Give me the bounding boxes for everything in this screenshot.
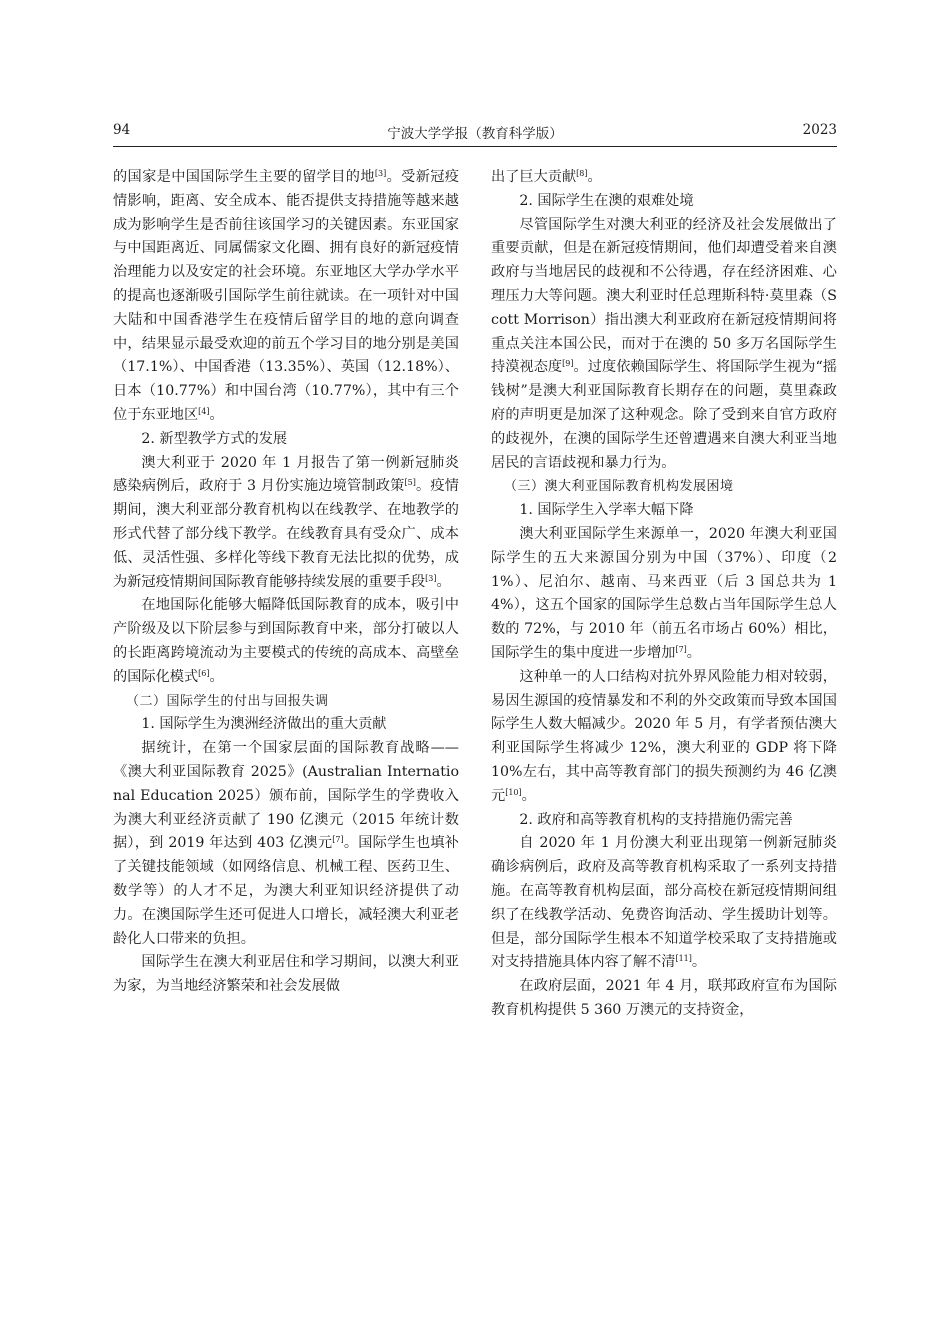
subsection-heading: 1. 国际学生入学率大幅下降	[519, 502, 694, 519]
paragraph	[113, 737, 459, 951]
paragraph-text: 。	[209, 668, 224, 685]
paragraph	[113, 452, 459, 595]
citation: [5]	[404, 478, 416, 488]
citation: [3]	[374, 169, 387, 178]
journal-title: 宁波大学学报（教育科学版）	[387, 126, 563, 142]
paragraph-text: 出了巨大贡献	[491, 169, 577, 185]
paragraph-text: 澳大利亚于 2020 年 1 月报告了第一例新冠肺炎感染病例后，政府于 3 月份实施边境管制政策	[113, 454, 459, 495]
section-heading: （三）澳大利亚国际教育机构发展困境	[504, 479, 734, 495]
paragraph	[491, 523, 837, 666]
publication-year: 2023	[802, 122, 837, 138]
section-heading: （二）国际学生的付出与回报失调	[126, 693, 329, 709]
paragraph	[491, 214, 837, 476]
paragraph-text: 。疫情期间，澳大利亚部分教育机构以在线教学、在地教学的形式代替了部分线下教学。在线教育具有受众广、成本低、灵活性强、多样化等线下教育无法比拟的优势，成为新冠疫情期间国际教育能够持续发展的重要手段	[113, 478, 459, 590]
subsection-heading: 2. 政府和高等教育机构的支持措施仍需完善	[519, 811, 793, 828]
paragraph-text: 国际学生在澳大利亚居住和学习期间，以澳大利亚为家，为当地经济繁荣和社会发展做	[113, 954, 459, 995]
paragraph-text: 澳大利亚国际学生来源单一，2020 年澳大利亚国际学生的五大来源国分别为中国（37%）、印度（21%）、尼泊尔、越南、马来西亚（后 3 国总共为 14%），这五个国家的国际学生总数占当年国际学生总人数的 72%，与 2010 年（前五名市场占 60%）相比，国际学生的集中度进一步增加	[491, 525, 837, 661]
citation: [3]	[425, 573, 437, 583]
paragraph	[491, 666, 837, 809]
citation: [9]	[562, 359, 574, 369]
paragraph-text: 在政府层面，2021 年 4 月，联邦政府宣布为国际教育机构提供 5 360 万澳元的支持资金，	[491, 978, 837, 1018]
paragraph-text: 在地国际化能够大幅降低国际教育的成本，吸引中产阶级及以下阶层参与到国际教育中来，部分打破以人的长距离跨境流动为主要模式的传统的高成本、高壁垒的国际化模式	[113, 597, 459, 685]
citation: [4]	[198, 406, 210, 416]
paragraph-text: 。	[686, 644, 701, 661]
paragraph	[113, 951, 459, 999]
page-number: 94	[113, 122, 131, 138]
subsection-heading: 1. 国际学生为澳洲经济做出的重大贡献	[141, 716, 387, 733]
paragraph-text: 。国际学生也填补了关键技能领域（如网络信息、机械工程、医药卫生、数学等）的人才不足，为澳大利亚知识经济提供了动力。在澳国际学生还可促进人口增长，减轻澳大利亚老龄化人口带来的负担。	[113, 835, 459, 947]
citation: [8]	[576, 169, 588, 178]
paragraph-text: 据统计，在第一个国家层面的国际教育战略——《澳大利亚国际教育 2025》(Australian International Education 2025）颁布前，国际学生的学费收入为澳大利亚经济贡献了 190 亿澳元（2015 年统计数据），到 2019 年达到 403 亿澳元	[113, 740, 459, 852]
subsection-heading: 2. 新型教学方式的发展	[141, 430, 288, 447]
paragraph-text: 自 2020 年 1 月份澳大利亚出现第一例新冠肺炎确诊病例后，政府及高等教育机构采取了一系列支持措施。在高等教育机构层面，部分高校在新冠疫情期间组织了在线教学活动、免费咨询活动、学生援助计划等。但是，部分国际学生根本不知道学校采取了支持措施或对支持措施具体内容了解不清	[491, 835, 837, 971]
paragraph-text: 。	[691, 954, 707, 971]
paragraph-text: 。受新冠疫情影响，距离、安全成本、能否提供支持措施等越来越成为影响学生是否前往该国学习的关键因素。东亚国家与中国距离近、同属儒家文化圈、拥有良好的新冠疫情治理能力以及安定的社会环境。东亚地区大学办学水平的提高也逐渐吸引国际学生前往就读。在一项针对中国大陆和中国香港学生在疫情后留学目的地的意向调查中，结果显示最受欢迎的前五个学习目的地分别是美国（17.1%）、中国香港（13.35%）、英国（12.18%）、日本（10.77%）和中国台湾（10.77%），其中有三个位于东亚地区	[113, 169, 459, 423]
citation: [7]	[675, 644, 687, 654]
citation: [7]	[332, 835, 344, 845]
paragraph	[113, 166, 459, 428]
paragraph-text: 的国家是中国国际学生主要的留学目的地	[113, 169, 375, 185]
paragraph	[491, 166, 837, 190]
citation: [10]	[505, 787, 522, 797]
paragraph-text: 这种单一的人口结构对抗外界风险能力相对较弱，易因生源国的疫情暴发和不利的外交政策而导致本国国际学生人数大幅减少。2020 年 5 月，有学者预估澳大利亚国际学生将减少 12%，澳大利亚的 GDP 将下降 10%左右，其中高等教育部门的损失预测约为 46 亿澳元	[491, 668, 837, 804]
paragraph-text: 尽管国际学生对澳大利亚的经济及社会发展做出了重要贡献，但是在新冠疫情期间，他们却遭受着来自澳政府与当地居民的歧视和不公待遇，存在经济困难、心理压力大等问题。澳大利亚时任总理斯科特·莫里森（Scott Morrison）指出澳大利亚政府在新冠疫情期间将重点关注本国公民，而对于在澳的 50 多万名国际学生持漠视态度	[491, 216, 837, 376]
citation: [11]	[675, 954, 692, 964]
paragraph-text: 。	[587, 169, 602, 185]
paragraph-text: 。	[521, 787, 536, 804]
paragraph-text: 。	[209, 406, 224, 423]
running-header	[113, 120, 837, 147]
right-column	[491, 166, 837, 1023]
paragraph	[491, 975, 837, 1023]
paragraph-text: 。过度依赖国际学生、将国际学生视为“摇钱树”是澳大利亚国际教育长期存在的问题，莫里森政府的声明更是加深了这种观念。除了受到来自官方政府的歧视外，在澳的国际学生还曾遭遇来自澳大利亚当地居民的言语歧视和暴力行为。	[491, 359, 837, 471]
subsection-heading: 2. 国际学生在澳的艰难处境	[519, 192, 694, 209]
paragraph-text: 。	[436, 573, 451, 590]
paragraph	[491, 832, 837, 975]
citation: [6]	[198, 668, 210, 678]
paragraph	[113, 594, 459, 689]
left-column	[113, 166, 459, 999]
